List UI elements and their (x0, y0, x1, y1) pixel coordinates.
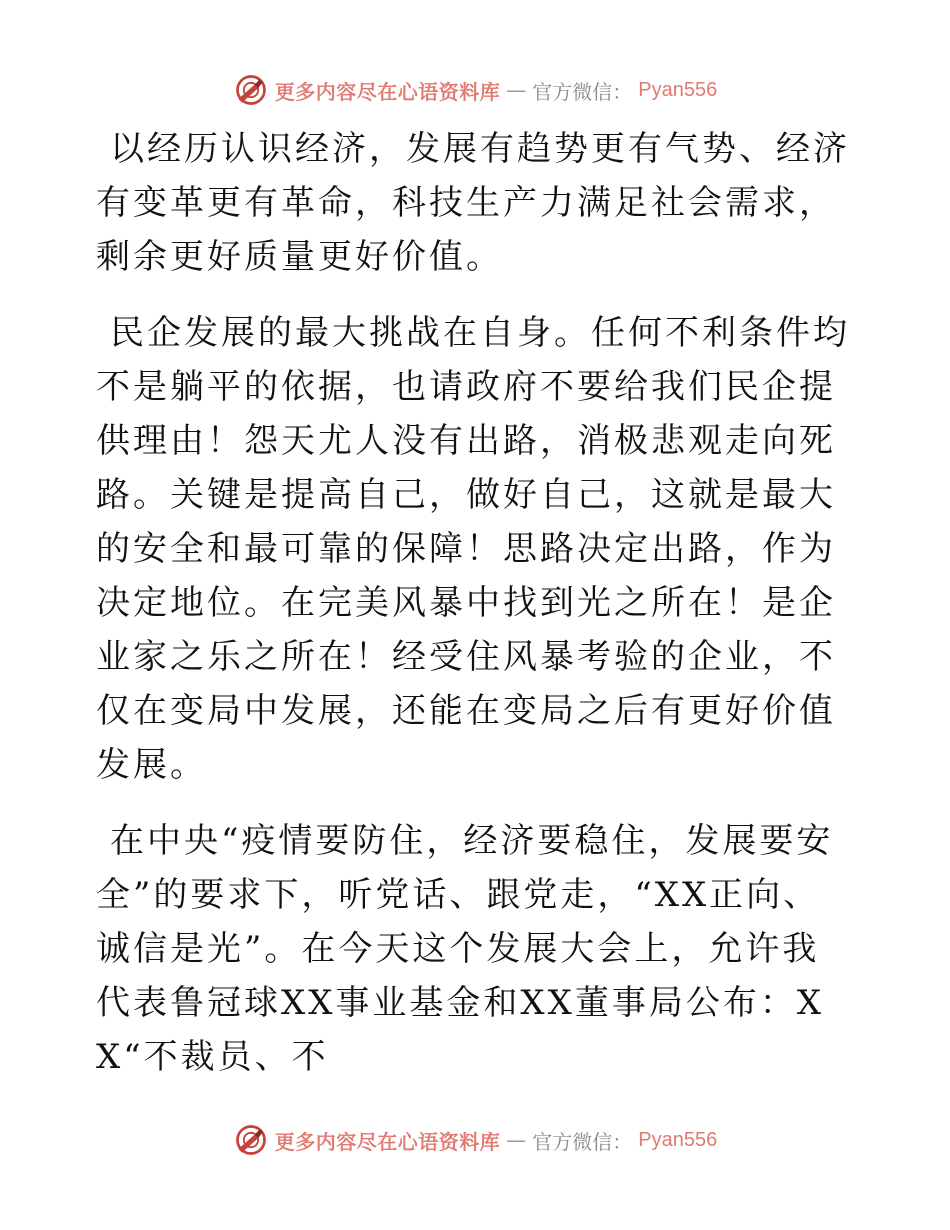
watermark-separator: — (506, 78, 527, 102)
logo-icon (233, 1122, 269, 1158)
logo-icon (233, 72, 269, 108)
watermark-separator: — (506, 1128, 527, 1152)
paragraph-1: 以经历认识经济，发展有趋势更有气势、经济有变革更有革命，科技生产力满足社会需求，剩余更好质量更好价值。 (96, 129, 850, 277)
watermark-site-text: 更多内容尽在心语资料库 (274, 79, 501, 104)
paragraph-3: 在中央“疫情要防住，经济要稳住，发展要安全”的要求下，听党话、跟党走，“XX正向、诚信是光”。在今天这个发展大会上，允许我代表鲁冠球XX事业基金和XX董事局公布：XX“不裁员、不 (96, 821, 834, 1077)
watermark-wechat-label: 官方微信： (532, 79, 633, 104)
watermark-wechat-id: Pyan556 (638, 1128, 718, 1151)
footer-watermark (0, 1120, 950, 1160)
watermark-site-text: 更多内容尽在心语资料库 (274, 1129, 501, 1154)
watermark-wechat-id: Pyan556 (638, 78, 718, 101)
header-watermark (0, 70, 950, 110)
watermark-wechat-label: 官方微信： (532, 1129, 633, 1154)
document-body (96, 122, 856, 1106)
paragraph-2: 民企发展的最大挑战在自身。任何不利条件均不是躺平的依据，也请政府不要给我们民企提供理由！怨天尤人没有出路，消极悲观走向死路。关键是提高自己，做好自己，这就是最大的安全和最可靠的保障！思路决定出路，作为决定地位。在完美风暴中找到光之所在！是企业家之乐之所在！经受住风暴考验的企业，不仅在变局中发展，还能在变局之后有更好价值发展。 (96, 313, 850, 785)
